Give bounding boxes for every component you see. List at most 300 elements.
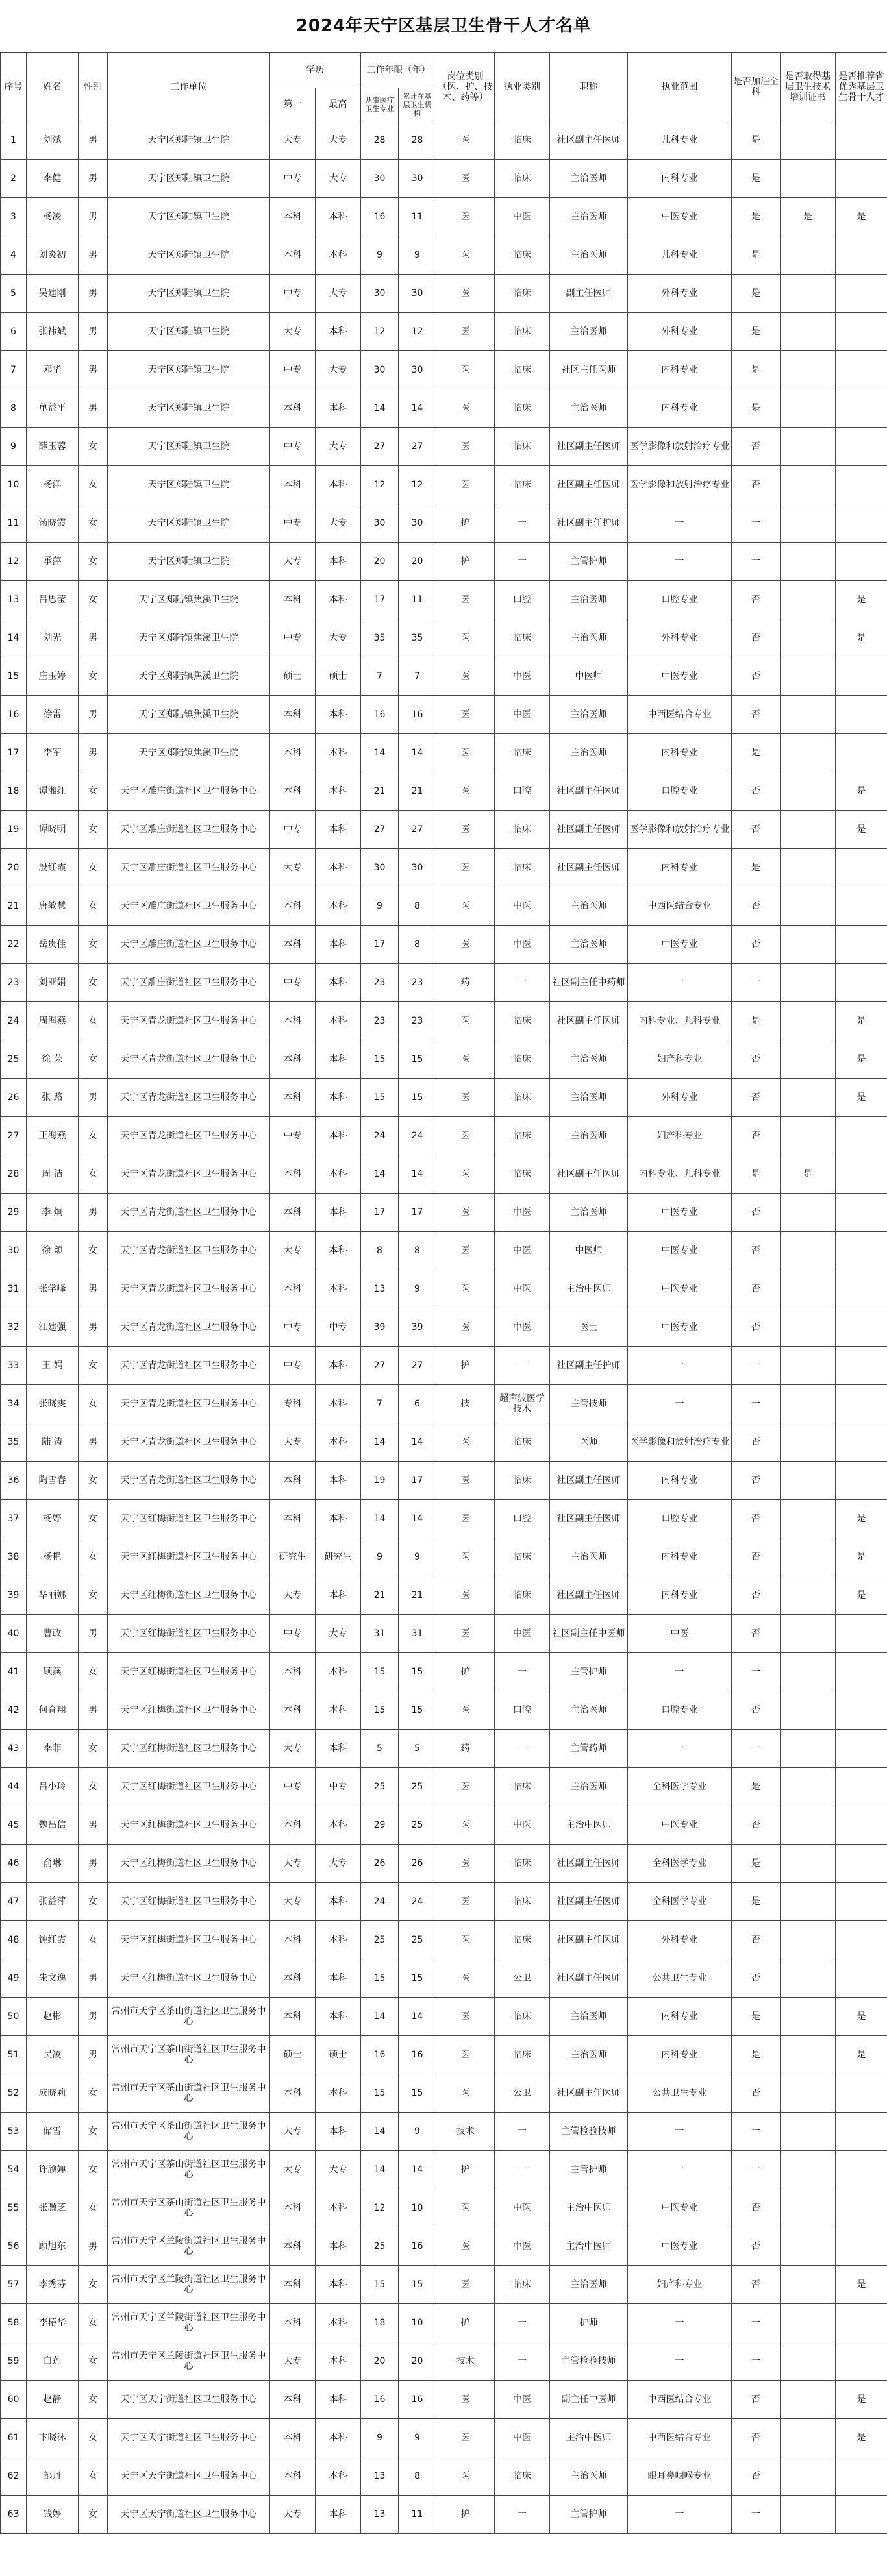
cell-edu-highest: 大专 [316, 351, 361, 389]
cell-gp: 是 [732, 389, 781, 428]
cell-edu-highest: 大专 [316, 619, 361, 657]
table-row [1, 2381, 887, 2419]
cell-years-here: 14 [399, 1998, 436, 2036]
cell-scope: 中医 [628, 1615, 732, 1653]
cell-years-here: 31 [399, 1615, 436, 1653]
cell-title-rank: 护师 [550, 2304, 628, 2342]
cell-sex: 女 [79, 2381, 108, 2419]
cell-years-med: 7 [361, 657, 399, 696]
cell-cert [781, 2381, 836, 2419]
cell-years-here: 17 [399, 1194, 436, 1232]
cell-sex: 女 [79, 1576, 108, 1615]
cell-index: 15 [1, 657, 27, 696]
cell-cert [781, 504, 836, 543]
cell-title-rank: 主治医师 [550, 887, 628, 926]
cell-index: 40 [1, 1615, 27, 1653]
cell-years-here: 10 [399, 2189, 436, 2227]
cell-edu-highest: 本科 [316, 1462, 361, 1500]
cell-sex: 女 [79, 2189, 108, 2227]
cell-title-rank: 社区副主任医师 [550, 1462, 628, 1500]
cell-recommend [836, 275, 887, 313]
table-row [1, 275, 887, 313]
cell-license: 中医 [495, 1232, 550, 1270]
cell-index: 16 [1, 696, 27, 734]
cell-edu-highest: 中专 [316, 1768, 361, 1806]
cell-name: 杨洋 [27, 466, 79, 504]
cell-unit: 天宁区郑陆镇焦溪卫生院 [108, 619, 270, 657]
cell-recommend: 是 [836, 1040, 887, 1079]
cell-unit: 天宁区天宁街道社区卫生服务中心 [108, 2457, 270, 2496]
cell-license: 临床 [495, 619, 550, 657]
cell-title-rank: 主治医师 [550, 1538, 628, 1576]
cell-name: 华丽娜 [27, 1576, 79, 1615]
cell-license: 中医 [495, 887, 550, 926]
table-row [1, 313, 887, 351]
cell-recommend: 是 [836, 772, 887, 811]
cell-edu-first: 本科 [270, 389, 316, 428]
cell-index: 36 [1, 1462, 27, 1500]
cell-scope: 中医专业 [628, 926, 732, 964]
cell-name: 赵彬 [27, 1998, 79, 2036]
cell-edu-first: 大专 [270, 313, 316, 351]
cell-name: 徐 荣 [27, 1040, 79, 1079]
cell-gp: 否 [732, 1959, 781, 1998]
cell-cert [781, 772, 836, 811]
cell-cert [781, 1538, 836, 1576]
cell-unit: 常州市天宁区茶山街道社区卫生服务中心 [108, 2036, 270, 2074]
cell-scope: 中西医结合专业 [628, 887, 732, 926]
cell-index: 21 [1, 887, 27, 926]
cell-license: 临床 [495, 1998, 550, 2036]
cell-sex: 女 [79, 2457, 108, 2496]
table-row [1, 121, 887, 160]
cell-years-med: 24 [361, 1883, 399, 1921]
cell-sex: 男 [79, 275, 108, 313]
cell-name: 张骥芝 [27, 2189, 79, 2227]
cell-gp: 是 [732, 1002, 781, 1040]
cell-title-rank: 社区副主任医师 [550, 428, 628, 466]
cell-unit: 天宁区郑陆镇卫生院 [108, 389, 270, 428]
table-row [1, 428, 887, 466]
cell-post: 医 [436, 351, 495, 389]
cell-license: 中医 [495, 2227, 550, 2266]
cell-scope: 妇产科专业 [628, 1117, 732, 1155]
cell-years-here: 20 [399, 543, 436, 581]
cell-index: 20 [1, 849, 27, 887]
cell-title-rank: 社区副主任护师 [550, 504, 628, 543]
cell-license: 一 [495, 964, 550, 1002]
cell-sex: 男 [79, 1806, 108, 1845]
cell-edu-first: 本科 [270, 1806, 316, 1845]
cell-license: 口腔 [495, 1500, 550, 1538]
cell-name: 吕小玲 [27, 1768, 79, 1806]
cell-post: 医 [436, 198, 495, 236]
cell-name: 唐敏慧 [27, 887, 79, 926]
table-row [1, 351, 887, 389]
cell-gp: 否 [732, 887, 781, 926]
cell-name: 钟红霞 [27, 1921, 79, 1959]
cell-years-med: 14 [361, 2151, 399, 2189]
cell-edu-first: 本科 [270, 1002, 316, 1040]
cell-edu-first: 中专 [270, 1308, 316, 1347]
cell-name: 李椿华 [27, 2304, 79, 2342]
cell-scope: 全科医学专业 [628, 1768, 732, 1806]
cell-recommend [836, 1155, 887, 1194]
cell-index: 48 [1, 1921, 27, 1959]
cell-years-here: 9 [399, 236, 436, 275]
cell-post: 医 [436, 1883, 495, 1921]
cell-years-med: 30 [361, 160, 399, 198]
cell-edu-first: 研究生 [270, 1538, 316, 1576]
cell-license: 中医 [495, 1270, 550, 1308]
cell-recommend [836, 1232, 887, 1270]
cell-name: 谭晓明 [27, 811, 79, 849]
cell-cert [781, 1117, 836, 1155]
cell-license: 临床 [495, 849, 550, 887]
cell-title-rank: 副主任中医师 [550, 2381, 628, 2419]
table-row [1, 160, 887, 198]
cell-years-here: 25 [399, 1921, 436, 1959]
cell-unit: 天宁区红梅街道社区卫生服务中心 [108, 1959, 270, 1998]
cell-post: 医 [436, 236, 495, 275]
cell-scope: 公共卫生专业 [628, 1959, 732, 1998]
cell-unit: 天宁区红梅街道社区卫生服务中心 [108, 1883, 270, 1921]
cell-title-rank: 社区副主任中医师 [550, 1615, 628, 1653]
cell-sex: 女 [79, 1002, 108, 1040]
cell-gp: 一 [732, 1730, 781, 1768]
cell-gp: 否 [732, 428, 781, 466]
cell-recommend [836, 1347, 887, 1385]
cell-unit: 天宁区雕庄街道社区卫生服务中心 [108, 772, 270, 811]
cell-gp: 一 [732, 1385, 781, 1423]
cell-title-rank: 中医师 [550, 1232, 628, 1270]
table-row [1, 772, 887, 811]
cell-edu-highest: 大专 [316, 121, 361, 160]
cell-gp: 一 [732, 1347, 781, 1385]
cell-index: 54 [1, 2151, 27, 2189]
cell-recommend [836, 389, 887, 428]
cell-title-rank: 主管护师 [550, 1653, 628, 1691]
cell-license: 临床 [495, 313, 550, 351]
cell-edu-highest: 本科 [316, 811, 361, 849]
cell-cert [781, 887, 836, 926]
cell-title-rank: 主治医师 [550, 313, 628, 351]
cell-title-rank: 副主任医师 [550, 275, 628, 313]
cell-sex: 男 [79, 236, 108, 275]
cell-edu-first: 大专 [270, 121, 316, 160]
cell-post: 医 [436, 926, 495, 964]
cell-recommend [836, 2074, 887, 2113]
header-scope: 执业范围 [628, 53, 732, 121]
cell-gp: 是 [732, 351, 781, 389]
cell-post: 医 [436, 2227, 495, 2266]
cell-unit: 天宁区青龙街道社区卫生服务中心 [108, 1194, 270, 1232]
cell-index: 45 [1, 1806, 27, 1845]
cell-name: 陶雪春 [27, 1462, 79, 1500]
table-row [1, 1921, 887, 1959]
cell-title-rank: 主管药师 [550, 1730, 628, 1768]
cell-recommend: 是 [836, 811, 887, 849]
cell-unit: 天宁区红梅街道社区卫生服务中心 [108, 1691, 270, 1730]
cell-index: 1 [1, 121, 27, 160]
cell-index: 7 [1, 351, 27, 389]
cell-edu-highest: 本科 [316, 1653, 361, 1691]
cell-unit: 常州市天宁区茶山街道社区卫生服务中心 [108, 2113, 270, 2151]
cell-name: 周海燕 [27, 1002, 79, 1040]
cell-unit: 天宁区红梅街道社区卫生服务中心 [108, 1653, 270, 1691]
table-row [1, 198, 887, 236]
header-cert: 是否取得基层卫生技术培训证书 [781, 53, 836, 121]
table-row [1, 2266, 887, 2304]
cell-name: 朱文逸 [27, 1959, 79, 1998]
cell-index: 17 [1, 734, 27, 772]
table-row [1, 1347, 887, 1385]
cell-sex: 男 [79, 1691, 108, 1730]
cell-years-here: 27 [399, 1347, 436, 1385]
cell-edu-highest: 本科 [316, 1385, 361, 1423]
cell-title-rank: 医师 [550, 1423, 628, 1462]
cell-unit: 天宁区红梅街道社区卫生服务中心 [108, 1576, 270, 1615]
cell-sex: 男 [79, 619, 108, 657]
cell-unit: 天宁区青龙街道社区卫生服务中心 [108, 1308, 270, 1347]
cell-sex: 男 [79, 2036, 108, 2074]
cell-license: 临床 [495, 275, 550, 313]
cell-license: 临床 [495, 1117, 550, 1155]
cell-edu-highest: 研究生 [316, 1538, 361, 1576]
cell-gp: 一 [732, 2496, 781, 2534]
cell-cert [781, 313, 836, 351]
cell-years-here: 5 [399, 1730, 436, 1768]
cell-name: 白莲 [27, 2342, 79, 2381]
cell-cert [781, 2074, 836, 2113]
cell-years-med: 9 [361, 2419, 399, 2457]
cell-unit: 天宁区郑陆镇卫生院 [108, 236, 270, 275]
cell-name: 邓华 [27, 351, 79, 389]
cell-unit: 天宁区天宁街道社区卫生服务中心 [108, 2381, 270, 2419]
cell-unit: 天宁区郑陆镇焦溪卫生院 [108, 696, 270, 734]
cell-cert [781, 543, 836, 581]
cell-title-rank: 主管护师 [550, 2496, 628, 2534]
cell-unit: 天宁区雕庄街道社区卫生服务中心 [108, 964, 270, 1002]
cell-index: 41 [1, 1653, 27, 1691]
cell-scope: 中医专业 [628, 2189, 732, 2227]
cell-recommend [836, 2113, 887, 2151]
cell-name: 承萍 [27, 543, 79, 581]
cell-post: 医 [436, 1423, 495, 1462]
cell-title-rank: 社区副主任医师 [550, 121, 628, 160]
cell-years-med: 16 [361, 2381, 399, 2419]
cell-unit: 常州市天宁区茶山街道社区卫生服务中心 [108, 1998, 270, 2036]
cell-edu-highest: 本科 [316, 696, 361, 734]
cell-recommend: 是 [836, 2381, 887, 2419]
table-row [1, 2036, 887, 2074]
cell-license: 临床 [495, 1768, 550, 1806]
cell-scope: 内科专业 [628, 1462, 732, 1500]
cell-index: 25 [1, 1040, 27, 1079]
cell-sex: 女 [79, 2496, 108, 2534]
cell-years-here: 15 [399, 2074, 436, 2113]
cell-title-rank: 主治医师 [550, 581, 628, 619]
cell-cert [781, 926, 836, 964]
cell-gp: 否 [732, 1921, 781, 1959]
cell-years-here: 12 [399, 313, 436, 351]
header-edu-highest: 最高 [316, 88, 361, 121]
cell-years-here: 30 [399, 351, 436, 389]
cell-edu-first: 本科 [270, 2304, 316, 2342]
cell-post: 医 [436, 466, 495, 504]
cell-cert [781, 2151, 836, 2189]
cell-index: 30 [1, 1232, 27, 1270]
cell-name: 薛玉蓉 [27, 428, 79, 466]
cell-recommend: 是 [836, 1576, 887, 1615]
cell-sex: 男 [79, 1845, 108, 1883]
cell-license: 中医 [495, 1308, 550, 1347]
cell-title-rank: 主治医师 [550, 1117, 628, 1155]
cell-license: 临床 [495, 1883, 550, 1921]
cell-sex: 男 [79, 351, 108, 389]
cell-post: 医 [436, 849, 495, 887]
cell-post: 技术 [436, 2113, 495, 2151]
cell-index: 23 [1, 964, 27, 1002]
cell-post: 医 [436, 1500, 495, 1538]
cell-cert [781, 2036, 836, 2074]
cell-gp: 一 [732, 2304, 781, 2342]
table-row [1, 2457, 887, 2496]
cell-edu-highest: 本科 [316, 2227, 361, 2266]
cell-edu-highest: 本科 [316, 2381, 361, 2419]
cell-sex: 女 [79, 657, 108, 696]
cell-recommend [836, 2151, 887, 2189]
cell-post: 护 [436, 1347, 495, 1385]
cell-sex: 女 [79, 1232, 108, 1270]
cell-license: 中医 [495, 1615, 550, 1653]
cell-unit: 天宁区郑陆镇焦溪卫生院 [108, 734, 270, 772]
cell-edu-highest: 本科 [316, 2113, 361, 2151]
cell-cert [781, 2189, 836, 2227]
cell-title-rank: 主管检验技师 [550, 2342, 628, 2381]
cell-name: 李秀芬 [27, 2266, 79, 2304]
cell-cert [781, 1423, 836, 1462]
cell-gp: 是 [732, 1155, 781, 1194]
cell-edu-highest: 本科 [316, 2457, 361, 2496]
cell-name: 李菲 [27, 1730, 79, 1768]
cell-name: 吴建刚 [27, 275, 79, 313]
cell-post: 医 [436, 121, 495, 160]
cell-cert [781, 160, 836, 198]
cell-edu-highest: 大专 [316, 504, 361, 543]
cell-post: 医 [436, 734, 495, 772]
cell-years-here: 24 [399, 1117, 436, 1155]
cell-license: 一 [495, 2342, 550, 2381]
cell-cert: 是 [781, 198, 836, 236]
cell-title-rank: 社区副主任医师 [550, 772, 628, 811]
cell-post: 医 [436, 772, 495, 811]
cell-scope: 内科专业、儿科专业 [628, 1002, 732, 1040]
table-row [1, 2074, 887, 2113]
cell-gp: 否 [732, 1615, 781, 1653]
cell-gp: 否 [732, 1117, 781, 1155]
cell-name: 钱婷 [27, 2496, 79, 2534]
cell-edu-highest: 本科 [316, 1270, 361, 1308]
cell-license: 临床 [495, 351, 550, 389]
cell-title-rank: 主治中医师 [550, 1270, 628, 1308]
cell-title-rank: 社区副主任护师 [550, 1347, 628, 1385]
cell-scope: 内科专业 [628, 849, 732, 887]
cell-license: 中医 [495, 1194, 550, 1232]
cell-scope: 一 [628, 543, 732, 581]
cell-gp: 否 [732, 1040, 781, 1079]
cell-edu-highest: 大专 [316, 275, 361, 313]
cell-scope: 儿科专业 [628, 236, 732, 275]
cell-index: 59 [1, 2342, 27, 2381]
cell-recommend [836, 1270, 887, 1308]
table-row [1, 849, 887, 887]
cell-name: 张益萍 [27, 1883, 79, 1921]
cell-recommend [836, 2457, 887, 2496]
cell-license: 临床 [495, 121, 550, 160]
cell-post: 医 [436, 1998, 495, 2036]
cell-cert [781, 1959, 836, 1998]
cell-post: 医 [436, 887, 495, 926]
cell-unit: 天宁区红梅街道社区卫生服务中心 [108, 1615, 270, 1653]
cell-years-here: 9 [399, 1270, 436, 1308]
cell-sex: 女 [79, 811, 108, 849]
cell-sex: 女 [79, 2342, 108, 2381]
cell-years-here: 16 [399, 2036, 436, 2074]
cell-years-med: 23 [361, 1002, 399, 1040]
cell-scope: 一 [628, 2342, 732, 2381]
table-row [1, 2496, 887, 2534]
cell-edu-highest: 本科 [316, 1998, 361, 2036]
cell-sex: 男 [79, 734, 108, 772]
cell-years-here: 16 [399, 696, 436, 734]
cell-license: 临床 [495, 811, 550, 849]
cell-license: 一 [495, 1730, 550, 1768]
table-row [1, 1576, 887, 1615]
cell-gp: 一 [732, 2151, 781, 2189]
cell-scope: 一 [628, 964, 732, 1002]
cell-recommend [836, 1423, 887, 1462]
cell-post: 护 [436, 2151, 495, 2189]
cell-scope: 中西医结合专业 [628, 2419, 732, 2457]
cell-index: 11 [1, 504, 27, 543]
cell-cert [781, 1270, 836, 1308]
cell-gp: 否 [732, 581, 781, 619]
cell-gp: 一 [732, 543, 781, 581]
cell-gp: 是 [732, 734, 781, 772]
cell-license: 中医 [495, 696, 550, 734]
cell-years-med: 17 [361, 581, 399, 619]
cell-recommend [836, 1959, 887, 1998]
cell-edu-first: 本科 [270, 2419, 316, 2457]
cell-edu-first: 大专 [270, 1730, 316, 1768]
cell-sex: 女 [79, 504, 108, 543]
cell-unit: 天宁区青龙街道社区卫生服务中心 [108, 1270, 270, 1308]
cell-unit: 天宁区青龙街道社区卫生服务中心 [108, 1385, 270, 1423]
header-years-here: 累计在基层卫生机构 [399, 88, 436, 121]
cell-edu-highest: 本科 [316, 964, 361, 1002]
cell-recommend [836, 696, 887, 734]
cell-edu-highest: 本科 [316, 1500, 361, 1538]
cell-cert [781, 1806, 836, 1845]
cell-years-here: 11 [399, 581, 436, 619]
cell-years-med: 15 [361, 2074, 399, 2113]
cell-edu-first: 中专 [270, 811, 316, 849]
cell-years-here: 27 [399, 811, 436, 849]
cell-sex: 女 [79, 543, 108, 581]
table-row [1, 1232, 887, 1270]
cell-years-med: 35 [361, 619, 399, 657]
